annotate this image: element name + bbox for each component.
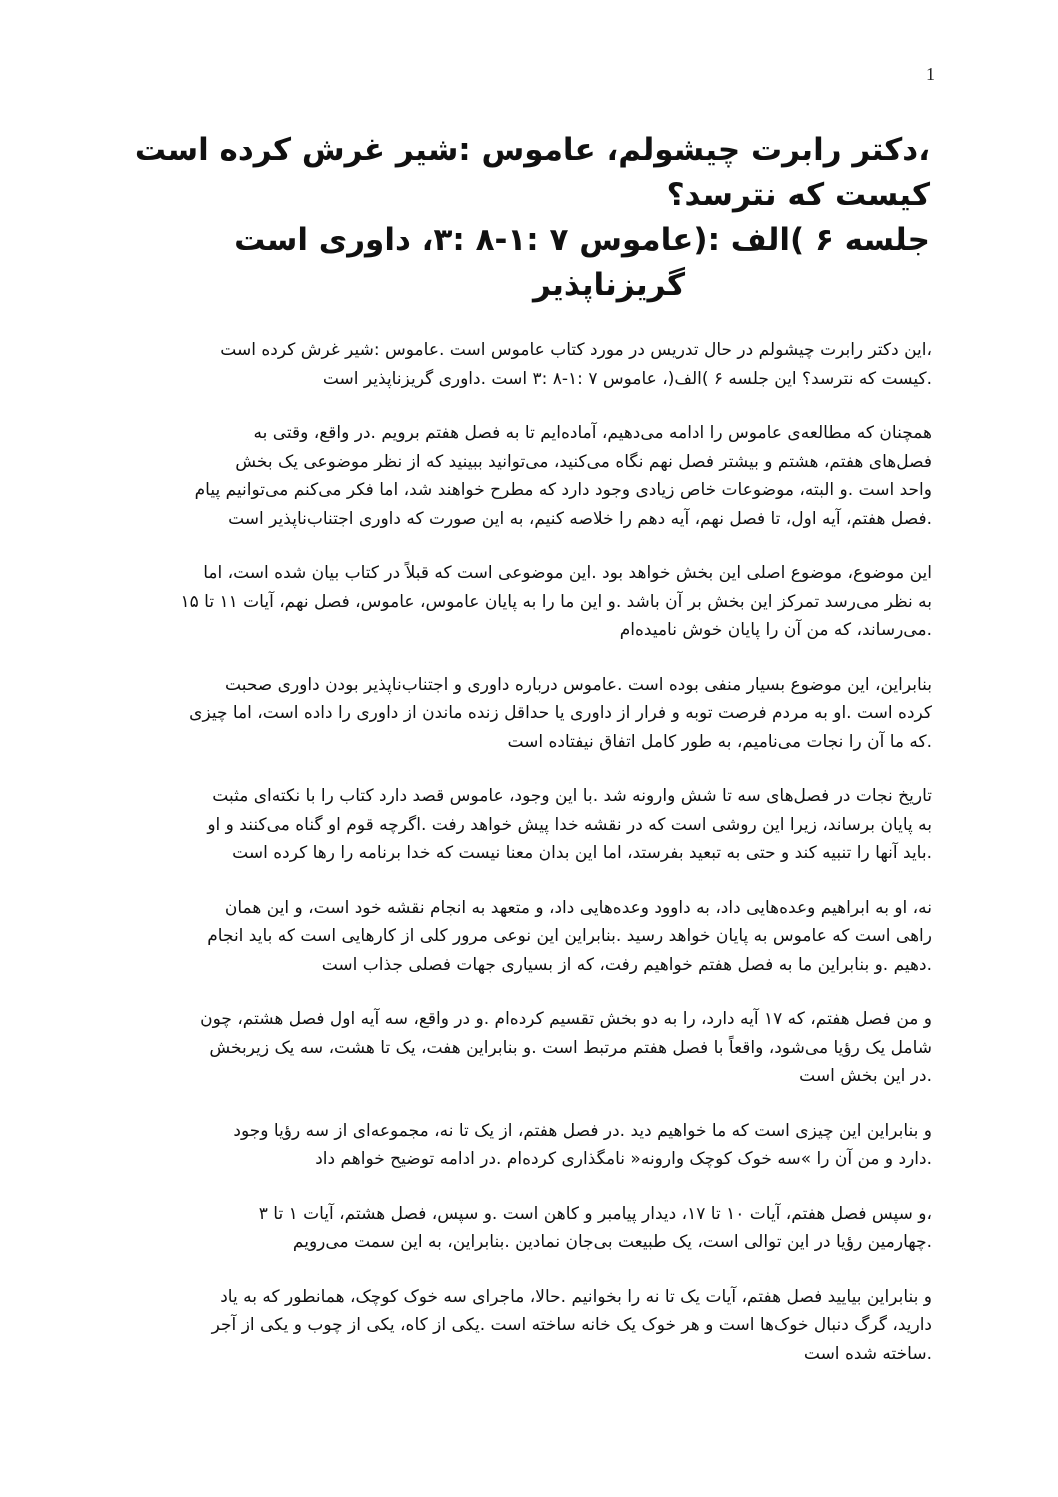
text-line: این موضوع، موضوع اصلی این بخش خواهد بود .این موضوعی است که قبلاً در کتاب بیان شده است، اما: [203, 563, 932, 583]
text-line: ،و سپس فصل هفتم، آیات ۱۰ تا ۱۷، دیدار پیامبر و کاهن است .و سپس، فصل هشتم، آیات ۱ تا ۳: [258, 1203, 932, 1224]
text-line: همچنان که مطالعه‌ی عاموس را ادامه می‌دهیم، آماده‌ایم تا به فصل هفتم برویم .در واقع، وقتی به: [253, 423, 932, 443]
paragraph: [100, 1005, 932, 1091]
text-line: .فصل هفتم، آیه اول، تا فصل نهم، آیه دهم را خلاصه کنیم، به این صورت که داوری اجتناب‌ناپذیر است: [228, 508, 932, 529]
text-line: ،این دکتر رابرت چیشولم در حال تدریس در مورد کتاب عاموس است .عاموس :شیر غرش کرده است: [220, 340, 932, 360]
text-line: .دهیم .و بنابراین ما به فصل هفتم خواهیم رفت، که از بسیاری جهات فصلی جذاب است: [321, 954, 932, 975]
text-line: فصل‌های هفتم، هشتم و بیشتر فصل نهم نگاه می‌کنید، می‌توانید ببینید که از نظر موضوعی یک بخش: [235, 451, 932, 472]
text-line: به نظر می‌رسد تمرکز این بخش بر آن باشد .و این ما را به پایان عاموس، عاموس، فصل نهم، آیات ۱۱ تا ۱۵: [180, 591, 932, 612]
text-line: .چهارمین رؤیا در این توالی است، یک طبیعت بی‌جان نمادین .بنابراین، به این سمت می‌رویم: [292, 1232, 932, 1252]
page-number: 1: [926, 64, 935, 84]
text-line: و من فصل هفتم، که ۱۷ آیه دارد، را به دو بخش تقسیم کرده‌ام .و در واقع، سه آیه اول فصل هشتم، چون: [200, 1009, 932, 1029]
text-line: .دارد و من آن را »سه خوک کوچک وارونه« نامگذاری کرده‌ام .در ادامه توضیح خواهم داد: [315, 1149, 932, 1169]
text-line: .باید آنها را تنبیه کند و حتی به تبعید بفرستد، اما این بدان معنا نیست که خدا برنامه را رها کرده است: [232, 843, 932, 863]
title-line: جلسه ۶ )الف :(عاموس ۷ :۱-۸ :۳، داوری است: [234, 222, 930, 258]
text-line: و بنابراین بیایید فصل هفتم، آیات یک تا نه را بخوانیم .حالا، ماجرای سه خوک کوچک، همانطور که به یاد: [220, 1286, 932, 1307]
paragraph: [100, 419, 932, 533]
text-line: .کیست که نترسد؟ این جلسه ۶ )الف(، عاموس ۷ :۱-۸ :۳ است .داوری گریزناپذیر است: [322, 368, 932, 389]
paragraph: [100, 894, 932, 980]
text-line: دارید، گرگ دنبال خوک‌ها است و هر خوک یک خانه ساخته است .یکی از کاه، یکی از چوب و یکی از آجر: [211, 1315, 932, 1335]
text-line: .در این بخش است: [799, 1066, 932, 1086]
paragraph: [100, 559, 932, 645]
document-title: [100, 128, 930, 308]
text-line: به پایان برساند، زیرا این روشی است که در نقشه خدا پیش خواهد رفت .اگرچه قوم او گناه می‌کنند و او: [207, 814, 932, 835]
title-line: گریزناپذیر: [533, 267, 685, 303]
paragraph: [100, 782, 932, 868]
paragraph: [100, 1200, 932, 1257]
text-line: کرده است .او به مردم فرصت توبه و فرار از داوری یا حداقل زنده ماندن از داوری را داده است، اما چیزی: [189, 703, 932, 723]
text-line: تاریخ نجات در فصل‌های سه تا شش وارونه شد .با این وجود، عاموس قصد دارد کتاب را با نکته‌ای مثبت: [212, 786, 932, 806]
paragraph: [100, 336, 932, 393]
paragraph: [100, 1117, 932, 1174]
paragraph: [100, 1283, 932, 1369]
text-line: و بنابراین این چیزی است که ما خواهیم دید .در فصل هفتم، از یک تا نه، مجموعه‌ای از سه رؤیا وجود: [233, 1120, 932, 1141]
text-line: واحد است .و البته، موضوعات خاص زیادی وجود دارد که مطرح خواهند شد، اما فکر می‌کنم می‌توانیم پیام: [194, 480, 932, 500]
text-line: .که ما آن را نجات می‌نامیم، به طور کامل اتفاق نیفتاده است: [507, 731, 932, 752]
text-line: .می‌رساند، که من آن را پایان خوش نامیده‌ام: [619, 620, 932, 640]
text-line: راهی است که عاموس به پایان خواهد رسید .بنابراین این نوعی مرور کلی از کارهایی است که باید انجام: [207, 926, 932, 946]
text-line: .ساخته شده است: [803, 1343, 932, 1364]
text-line: بنابراین، این موضوع بسیار منفی بوده است .عاموس درباره داوری و اجتناب‌ناپذیر بودن داوری صحبت: [225, 674, 932, 695]
paragraph: [100, 671, 932, 757]
title-line: ،دکتر رابرت چیشولم، عاموس :شیر غرش کرده است: [134, 132, 930, 168]
title-line: کیست که نترسد؟: [666, 177, 930, 213]
text-line: نه، او به ابراهیم وعده‌هایی داد، به داوود وعده‌هایی داد، و متعهد به انجام نقشه خود است، و این همان: [224, 897, 932, 918]
text-line: شامل یک رؤیا می‌شود، واقعاً با فصل هفتم مرتبط است .و بنابراین هفت، یک تا هشت، سه یک زیربخش: [209, 1037, 932, 1058]
document-body: [100, 336, 932, 1394]
